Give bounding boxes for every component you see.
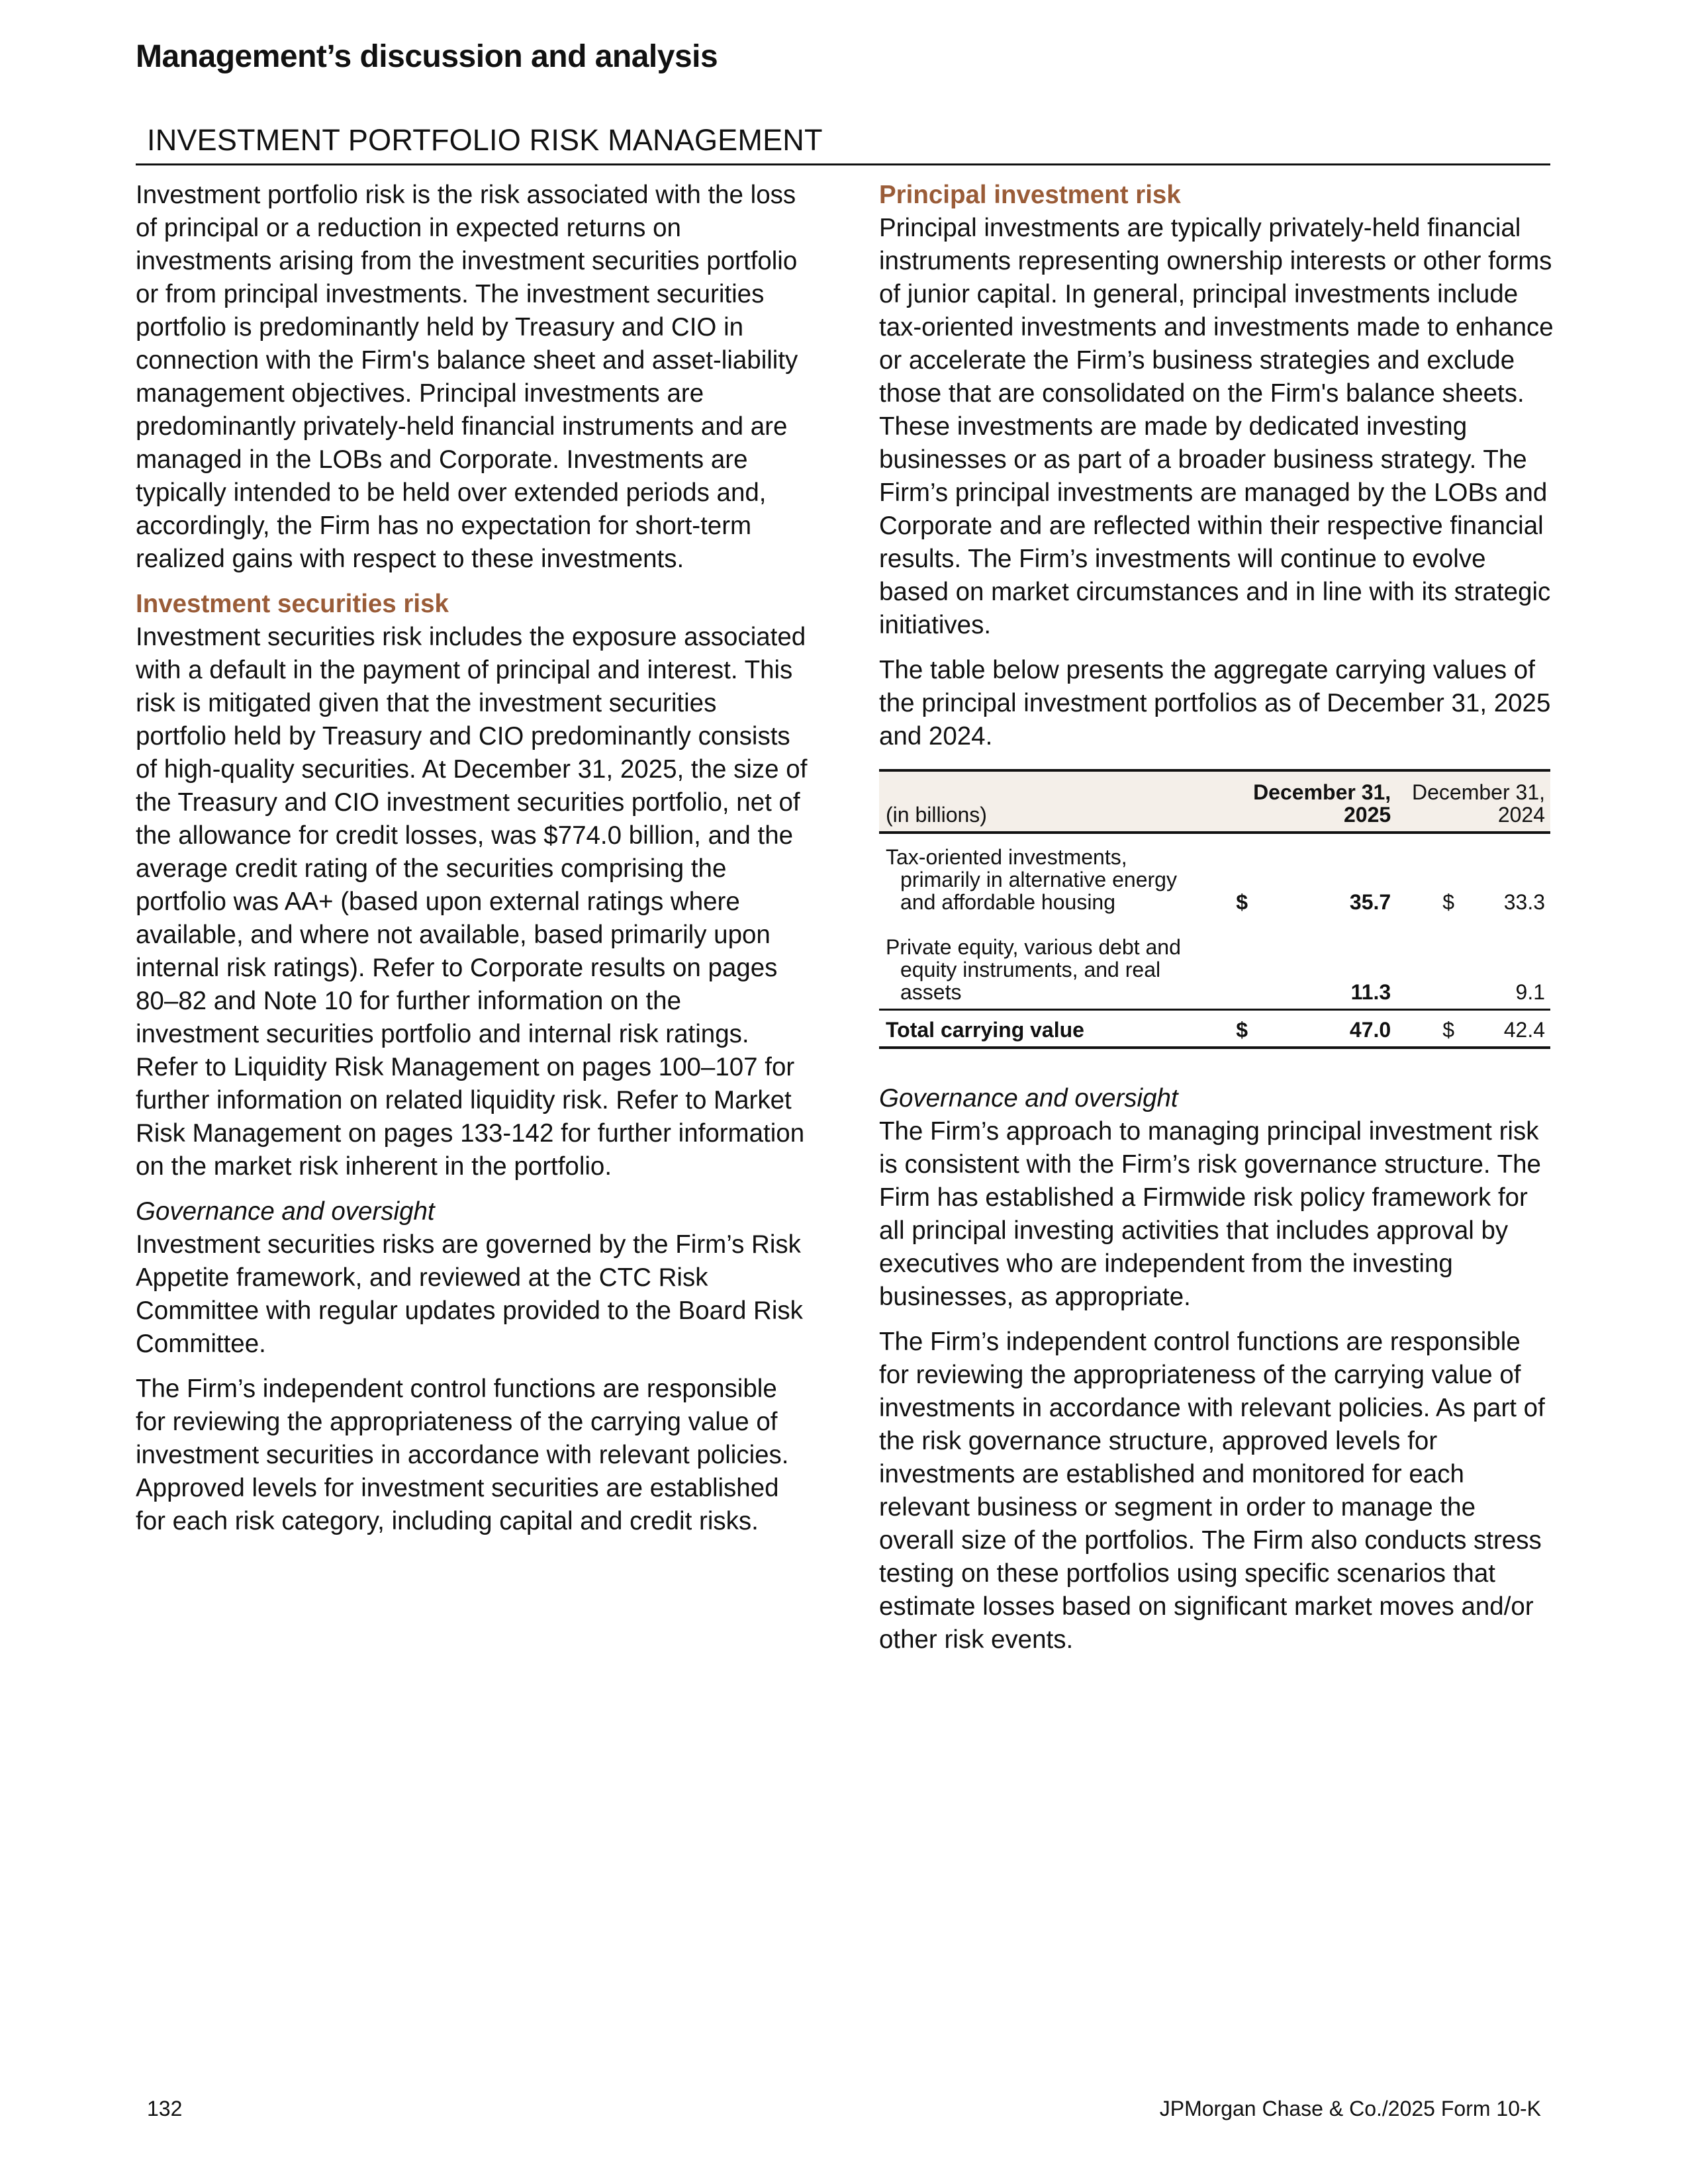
row-label-line: Tax-oriented investments, [886, 845, 1127, 869]
total-currency-2025: $ [1231, 1010, 1261, 1048]
control-paragraph-left: The Firm’s independent control functions are responsible for reviewing the appropriateness of the carrying value of investment securities in accordance with relevant policies. Approved levels for investment securities are established for each risk category, including capital and credit risks. [136, 1375, 789, 1535]
column-header-2024-line2: 2024 [1497, 803, 1545, 827]
unit-label: (in billions) [879, 770, 1231, 833]
intro-paragraph: Investment portfolio risk is the risk associated with the loss of principal or a reduction in expected returns on investments arising from the investment securities portfolio or from principal investments. The investment securities portfolio is predominantly held by Treasury and CIO in connection with the Firm's balance sheet and asset-liability management objectives. Principal investments are predominantly privately-held financial instruments and are managed in the LOBs and Corporate. Investments are typically intended to be held over extended periods and, accordingly, the Firm has no expectation for short-term realized gains with respect to these investments. [136, 181, 798, 573]
column-header-2025 [1231, 770, 1396, 833]
total-value-2025: 47.0 [1261, 1010, 1396, 1048]
page-header: Management’s discussion and analysis [136, 39, 718, 74]
page-number: 132 [147, 2097, 183, 2120]
governance-paragraph-left: Investment securities risks are governed by the Firm’s Risk Appetite framework, and reviewed at the CTC Risk Committee with regular updates provided to the Board Risk Committee. [136, 1230, 803, 1358]
governance-section-left [136, 1195, 811, 1361]
principal-investment-section [879, 179, 1556, 642]
right-column [879, 179, 1556, 1668]
principal-investment-heading: Principal investment risk [879, 181, 1181, 209]
row-label-line: equity instruments, and real [900, 958, 1161, 981]
investment-securities-heading: Investment securities risk [136, 590, 449, 618]
table-header-row [879, 770, 1550, 833]
section-title: INVESTMENT PORTFOLIO RISK MANAGEMENT [147, 123, 823, 157]
investment-securities-paragraph: Investment securities risk includes the exposure associated with a default in the payment of principal and interest. This risk is mitigated given that the investment securities portfolio held by Treasury and CIO predominantly consists of high-quality securities. At December 31, 2025, the size of the Treasury and CIO investment securities portfolio, net of the allowance for credit losses, was $774.0 billion, and the average credit rating of the securities comprising the portfolio was AA+ (based upon external ratings where available, and where not available, based primarily upon internal risk ratings). Refer to Corporate results on pages 80–82 and Note 10 for further information on the investment securities portfolio and internal risk ratings. Refer to Liquidity Risk Management on pages 100–107 for further information on related liquidity risk. Refer to Market Risk Management on pages 133-142 for further information on the market risk inherent in the portfolio. [136, 623, 808, 1181]
governance-heading-right: Governance and oversight [879, 1084, 1178, 1113]
column-header-2024-line1: December 31, [1412, 780, 1545, 804]
row-label-line: assets [900, 980, 962, 1004]
currency-2025: $ [1236, 890, 1248, 914]
value-2024: 9.1 [1515, 980, 1545, 1004]
value-2025: 35.7 [1349, 890, 1391, 914]
value-2024: 33.3 [1503, 890, 1545, 914]
table-intro-paragraph: The table below presents the aggregate carrying values of the principal investment portfolios as of December 31, 2025 and 2024. [879, 656, 1551, 751]
left-column [136, 179, 811, 1550]
table-row [879, 833, 1550, 917]
currency-2024 [1396, 917, 1468, 1010]
total-label: Total carrying value [879, 1010, 1231, 1048]
table-row [879, 917, 1550, 1010]
row-label-line: primarily in alternative energy [900, 868, 1177, 891]
column-header-2025-line1: December 31, [1253, 780, 1391, 804]
currency-2025 [1231, 917, 1261, 1010]
row-label-line: Private equity, various debt and [886, 935, 1181, 959]
control-paragraph-right: The Firm’s independent control functions are responsible for reviewing the appropriateness of the carrying value of investments in accordance with relevant policies. As part of the risk governance structure, approved levels for investments are established and monitored for each relevant business or segment in order to manage the overall size of the portfolios. The Firm also conducts stress testing on these portfolios using specific scenarios that estimate losses based on significant market moves and/or other risk events. [879, 1328, 1545, 1654]
governance-heading-left: Governance and oversight [136, 1197, 435, 1226]
governance-section-right [879, 1082, 1556, 1314]
currency-2024: $ [1442, 890, 1454, 914]
total-currency-2024: $ [1396, 1010, 1468, 1048]
section-rule [136, 163, 1550, 165]
value-2025: 11.3 [1350, 980, 1391, 1004]
column-header-2025-line2: 2025 [1344, 803, 1391, 827]
column-header-2024 [1396, 770, 1550, 833]
principal-investment-paragraph: Principal investments are typically privately-held financial instruments representing ownership interests or other forms of junior capital. In general, principal investments include tax-oriented investments and investments made to enhance or accelerate the Firm’s business strategies and exclude those that are consolidated on the Firm's balance sheets. These investments are made by dedicated investing businesses or as part of a broader business strategy. The Firm’s principal investments are managed by the LOBs and Corporate and are reflected within their respective financial results. The Firm’s investments will continue to evolve based on market circumstances and in line with its strategic initiatives. [879, 214, 1554, 639]
row-label [879, 917, 1231, 1010]
investment-securities-section [136, 588, 811, 1183]
row-label [879, 833, 1231, 917]
total-value-2024: 42.4 [1468, 1010, 1550, 1048]
publication-footer: JPMorgan Chase & Co./2025 Form 10-K [1159, 2097, 1541, 2120]
governance-paragraph-right: The Firm’s approach to managing principal investment risk is consistent with the Firm’s risk governance structure. The Firm has established a Firmwide risk policy framework for all principal investing activities that includes approval by executives who are independent from the investing businesses, as appropriate. [879, 1117, 1541, 1311]
table-total-row [879, 1010, 1550, 1048]
row-label-line: and affordable housing [900, 890, 1116, 914]
principal-investment-table [879, 769, 1550, 1049]
